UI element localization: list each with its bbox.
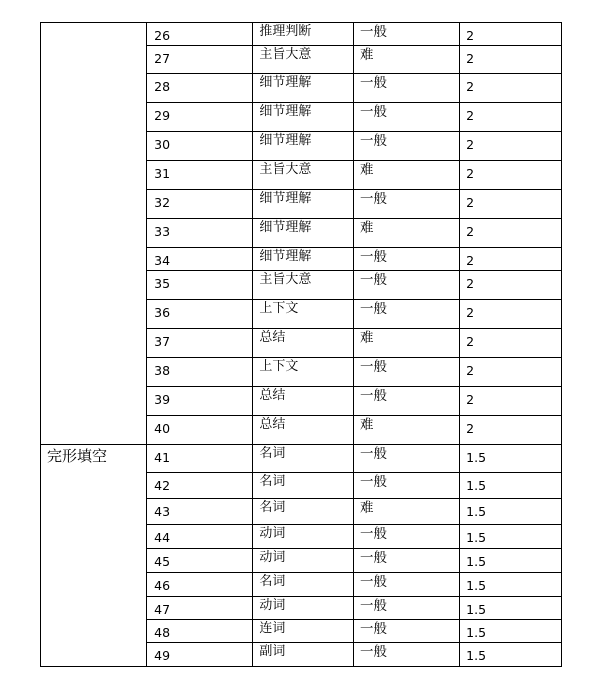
question-number-cell: 41	[147, 445, 253, 473]
question-category-cell: 动词	[253, 549, 354, 573]
question-category-cell: 副词	[253, 643, 354, 667]
score-cell: 2	[460, 329, 562, 358]
difficulty-cell: 一般	[354, 271, 460, 300]
question-number-cell: 32	[147, 190, 253, 219]
difficulty-cell: 一般	[354, 74, 460, 103]
difficulty-cell: 一般	[354, 620, 460, 643]
score-cell: 2	[460, 271, 562, 300]
question-category-cell: 上下文	[253, 300, 354, 329]
question-number-cell: 31	[147, 161, 253, 190]
score-cell: 1.5	[460, 445, 562, 473]
question-number-cell: 28	[147, 74, 253, 103]
question-number-cell: 38	[147, 358, 253, 387]
difficulty-cell: 一般	[354, 190, 460, 219]
difficulty-cell: 难	[354, 219, 460, 248]
difficulty-cell: 一般	[354, 103, 460, 132]
score-cell: 2	[460, 132, 562, 161]
score-cell: 2	[460, 103, 562, 132]
question-number-cell: 42	[147, 473, 253, 499]
score-cell: 1.5	[460, 499, 562, 525]
score-cell: 2	[460, 190, 562, 219]
question-category-cell: 名词	[253, 473, 354, 499]
score-cell: 1.5	[460, 597, 562, 620]
score-cell: 2	[460, 161, 562, 190]
question-number-cell: 49	[147, 643, 253, 667]
question-number-cell: 48	[147, 620, 253, 643]
question-category-cell: 名词	[253, 499, 354, 525]
section-name-cell	[41, 23, 147, 445]
question-category-cell: 总结	[253, 416, 354, 445]
difficulty-cell: 一般	[354, 23, 460, 46]
difficulty-cell: 一般	[354, 597, 460, 620]
question-category-cell: 动词	[253, 597, 354, 620]
question-number-cell: 39	[147, 387, 253, 416]
question-number-cell: 29	[147, 103, 253, 132]
score-cell: 1.5	[460, 525, 562, 549]
question-number-cell: 45	[147, 549, 253, 573]
question-number-cell: 43	[147, 499, 253, 525]
question-category-cell: 主旨大意	[253, 271, 354, 300]
question-analysis-table	[40, 22, 562, 667]
question-category-cell: 上下文	[253, 358, 354, 387]
question-number-cell: 47	[147, 597, 253, 620]
difficulty-cell: 难	[354, 329, 460, 358]
difficulty-cell: 难	[354, 161, 460, 190]
question-number-cell: 46	[147, 573, 253, 597]
question-category-cell: 动词	[253, 525, 354, 549]
question-number-cell: 35	[147, 271, 253, 300]
difficulty-cell: 一般	[354, 445, 460, 473]
question-number-cell: 33	[147, 219, 253, 248]
question-category-cell: 细节理解	[253, 248, 354, 271]
question-category-cell: 推理判断	[253, 23, 354, 46]
difficulty-cell: 一般	[354, 358, 460, 387]
question-number-cell: 40	[147, 416, 253, 445]
question-number-cell: 27	[147, 46, 253, 74]
question-category-cell: 主旨大意	[253, 161, 354, 190]
question-category-cell: 连词	[253, 620, 354, 643]
table-row	[41, 23, 562, 46]
question-category-cell: 名词	[253, 573, 354, 597]
difficulty-cell: 一般	[354, 473, 460, 499]
difficulty-cell: 一般	[354, 248, 460, 271]
difficulty-cell: 一般	[354, 573, 460, 597]
question-number-cell: 30	[147, 132, 253, 161]
score-cell: 2	[460, 248, 562, 271]
table-body	[41, 23, 562, 667]
score-cell: 2	[460, 74, 562, 103]
question-number-cell: 44	[147, 525, 253, 549]
section-name-cell: 完形填空	[41, 445, 147, 667]
difficulty-cell: 难	[354, 416, 460, 445]
difficulty-cell: 难	[354, 46, 460, 74]
question-number-cell: 36	[147, 300, 253, 329]
score-cell: 2	[460, 300, 562, 329]
score-cell: 1.5	[460, 620, 562, 643]
score-cell: 1.5	[460, 473, 562, 499]
score-cell: 2	[460, 23, 562, 46]
score-cell: 1.5	[460, 643, 562, 667]
question-category-cell: 细节理解	[253, 103, 354, 132]
question-category-cell: 主旨大意	[253, 46, 354, 74]
question-number-cell: 37	[147, 329, 253, 358]
question-number-cell: 34	[147, 248, 253, 271]
question-category-cell: 总结	[253, 387, 354, 416]
difficulty-cell: 难	[354, 499, 460, 525]
score-cell: 2	[460, 387, 562, 416]
difficulty-cell: 一般	[354, 549, 460, 573]
question-category-cell: 细节理解	[253, 219, 354, 248]
difficulty-cell: 一般	[354, 643, 460, 667]
score-cell: 2	[460, 358, 562, 387]
question-number-cell: 26	[147, 23, 253, 46]
question-category-cell: 细节理解	[253, 132, 354, 161]
question-category-cell: 细节理解	[253, 190, 354, 219]
difficulty-cell: 一般	[354, 387, 460, 416]
score-cell: 2	[460, 219, 562, 248]
question-category-cell: 名词	[253, 445, 354, 473]
score-cell: 2	[460, 416, 562, 445]
table-row	[41, 445, 562, 473]
score-cell: 2	[460, 46, 562, 74]
question-category-cell: 细节理解	[253, 74, 354, 103]
difficulty-cell: 一般	[354, 525, 460, 549]
question-category-cell: 总结	[253, 329, 354, 358]
score-cell: 1.5	[460, 573, 562, 597]
difficulty-cell: 一般	[354, 300, 460, 329]
difficulty-cell: 一般	[354, 132, 460, 161]
score-cell: 1.5	[460, 549, 562, 573]
